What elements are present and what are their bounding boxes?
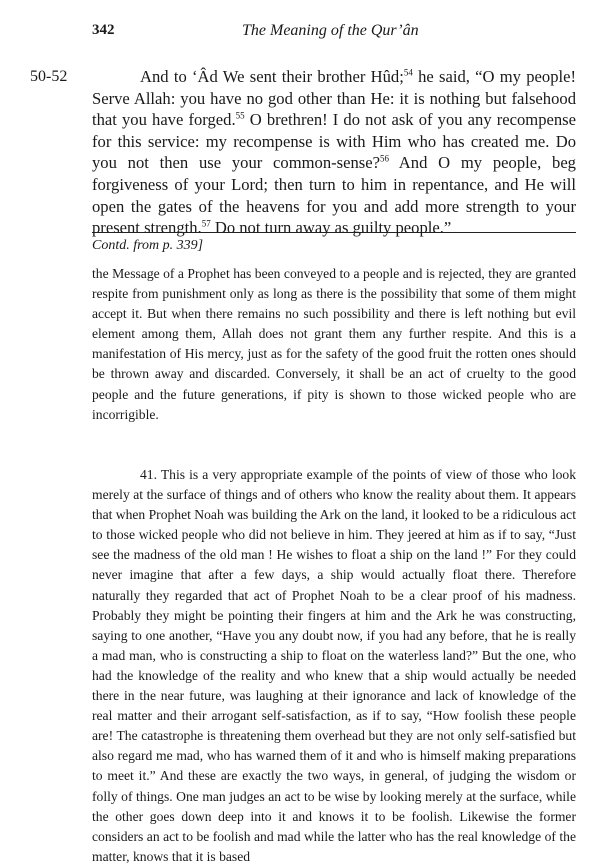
section-divider bbox=[92, 232, 576, 233]
footnote-marker: 55 bbox=[235, 110, 245, 121]
commentary-note-41 bbox=[92, 465, 576, 867]
page-number: 342 bbox=[92, 22, 115, 38]
verse-text: And to ‘Âd We sent their brother Hûd; bbox=[140, 67, 404, 86]
commentary-text: 41. This is a very appropriate example of the points of view of those who look merely at the surface of things and of others who know the reality about them. It appears that when Prophet Noah was building the Ark on the land, it looked to be a ridiculous act to those wicked people who did not believe in him. They jeered at him as if to say, “Just see the madness of the old man ! He wishes to float a ship on the land !” For they could never imagine that after a few days, a ship would actually float there. Therefore naturally they regarded that act of Prophet Noah to be a clear proof of his madness. Probably they might be pointing their fingers at him and the Ark he was constructing, saying to one another, “Have you any doubt now, if you had any before, that he is really a mad man, who is constructing a ship to float on the waterless land?” But the one, who had the knowledge of the reality and who knew that a ship would actually be needed there in the near future, was laughing at their ignorance and lack of knowledge of the real matter and their arrogant self-satisfaction, as if to say, “How foolish these people are! The catastrophe is threatening them overhead but they are not only self-satisfied but also regard me mad, who has warned them of it and who is himself making preparations to meet it.” And these are exactly the two ways, in general, of judging the wisdom or folly of things. One man judges an act to be wise by looking merely at the surface, while the other goes down deep into it and knows it to be foolish. Likewise the former considers an act to be foolish and mad while the latter who has the real knowledge of the matter, knows that it is based bbox=[92, 467, 576, 864]
commentary-paragraph: the Message of a Prophet has been conveyed to a people and is rejected, they are granted respite from punishment only as long as there is the possibility that some of them might accept it. But when there remains no such possibility and there is left nothing but evil element among them, Allah does not grant them any further respite. And this is a manifestation of His mercy, just as for the safety of the good fruit the rotten ones should be thrown away and discarded. Conversely, it shall be an act of cruelty to the good people and the future generations, if pity is shown to those wicked people who are incorrigible. bbox=[92, 266, 576, 422]
verse-reference: 50-52 bbox=[30, 68, 68, 85]
continued-label: Contd. from p. 339] bbox=[92, 238, 204, 253]
verse-text: And O my people, beg forgiveness of your Lord; then turn to him in repentance, and He will open the gates of the heavens for you and add more strength to your present strength. bbox=[92, 153, 576, 238]
verse-text: Do not turn away as guilty people.” bbox=[210, 218, 452, 238]
verse-text: he said, “O my people! Serve Allah: you have no god other than He: it is nothing but falsehood that you have forged. bbox=[92, 67, 576, 130]
footnote-marker: 57 bbox=[201, 218, 211, 229]
verse-translation bbox=[92, 66, 576, 239]
verse-text: O brethren! I do not ask of you any recompense for this service: my recompense is with Him who has created me. Do you not then use your common-sense? bbox=[92, 110, 576, 173]
footnote-marker: 56 bbox=[379, 153, 389, 164]
page-header bbox=[92, 22, 520, 44]
running-title: The Meaning of the Qur’ân bbox=[242, 22, 419, 39]
footnote-marker: 54 bbox=[403, 67, 413, 78]
